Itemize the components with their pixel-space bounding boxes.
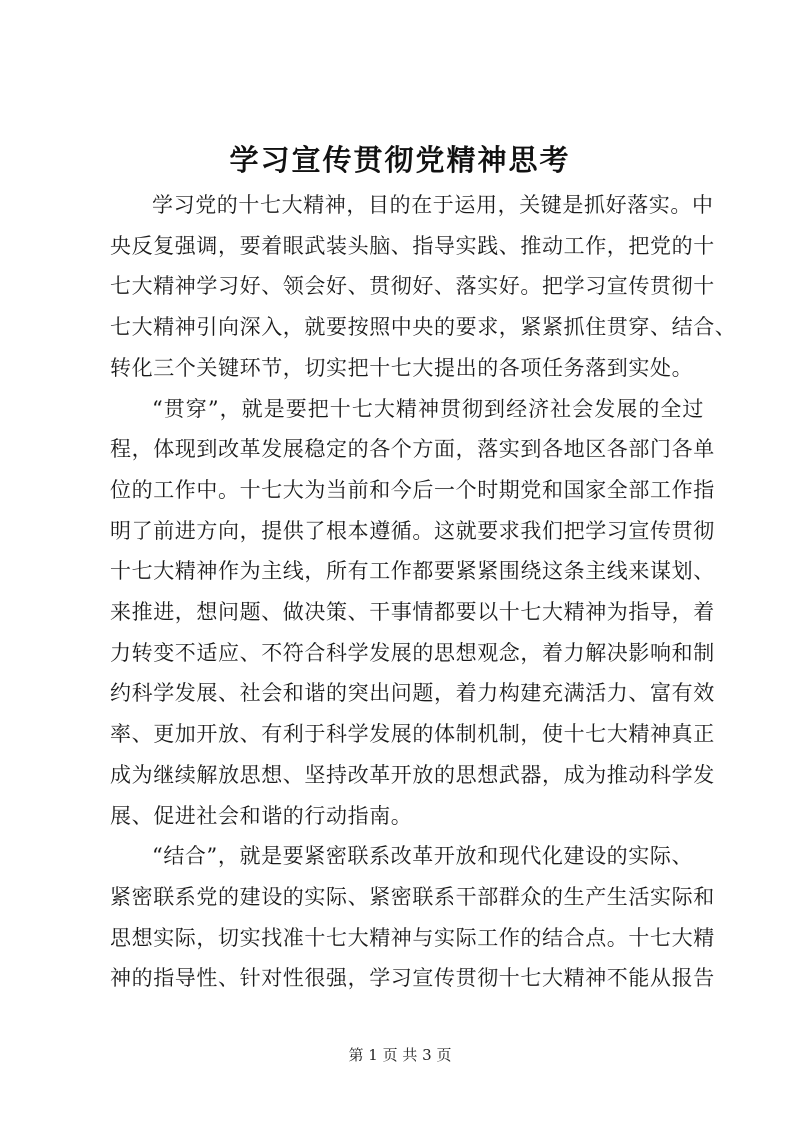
text-line: 七大精神引向深入，就要按照中央的要求，紧紧抓住贯穿、结合、	[110, 315, 737, 340]
paragraph-1	[110, 185, 737, 389]
text-line: 七大精神学习好、领会好、贯彻好、落实好。把学习宣传贯彻十	[110, 274, 715, 299]
text-line: 学习党的十七大精神，目的在于运用，关键是抓好落实。中	[152, 193, 714, 217]
text-line: 十七大精神作为主线，所有工作都要紧紧围绕这条主线来谋划、	[110, 559, 715, 584]
document-title: 学习宣传贯彻党精神思考	[229, 143, 571, 177]
text-line: 紧密联系党的建设的实际、紧密联系干部群众的生产生活实际和	[110, 884, 715, 909]
text-line: 位的工作中。十七大为当前和今后一个时期党和国家全部工作指	[110, 477, 715, 502]
text-line: 明了前进方向，提供了根本遵循。这就要求我们把学习宣传贯彻	[110, 518, 715, 543]
text-line: 约科学发展、社会和谐的突出问题，着力构建充满活力、富有效	[110, 681, 715, 706]
text-line: 展、促进社会和谐的行动指南。	[110, 803, 413, 828]
text-line: 程，体现到改革发展稳定的各个方面，落实到各地区各部门各单	[110, 437, 715, 462]
text-line: 力转变不适应、不符合科学发展的思想观念，着力解决影响和制	[110, 640, 715, 665]
text-line: 神的指导性、针对性很强，学习宣传贯彻十七大精神不能从报告	[110, 966, 715, 991]
page-footer: 第 1 页 共 3 页	[348, 1046, 452, 1064]
text-line: “结合”，就是要紧密联系改革开放和现代化建设的实际、	[152, 844, 694, 869]
text-line: 央反复强调，要着眼武装头脑、指导实践、推动工作，把党的十	[110, 233, 715, 258]
text-line: 来推进，想问题、做决策、干事情都要以十七大精神为指导，着	[110, 600, 715, 625]
text-line: “贯穿”，就是要把十七大精神贯彻到经济社会发展的全过	[152, 396, 704, 421]
paragraph-2	[110, 389, 715, 837]
text-line: 成为继续解放思想、坚持改革开放的思想武器，成为推动科学发	[110, 762, 715, 787]
text-line: 率、更加开放、有利于科学发展的体制机制，使十七大精神真正	[110, 722, 715, 747]
text-line: 思想实际，切实找准十七大精神与实际工作的结合点。十七大精	[110, 925, 715, 950]
paragraph-3	[110, 836, 715, 999]
text-line: 转化三个关键环节，切实把十七大提出的各项任务落到实处。	[110, 355, 694, 380]
document-body	[110, 185, 737, 999]
